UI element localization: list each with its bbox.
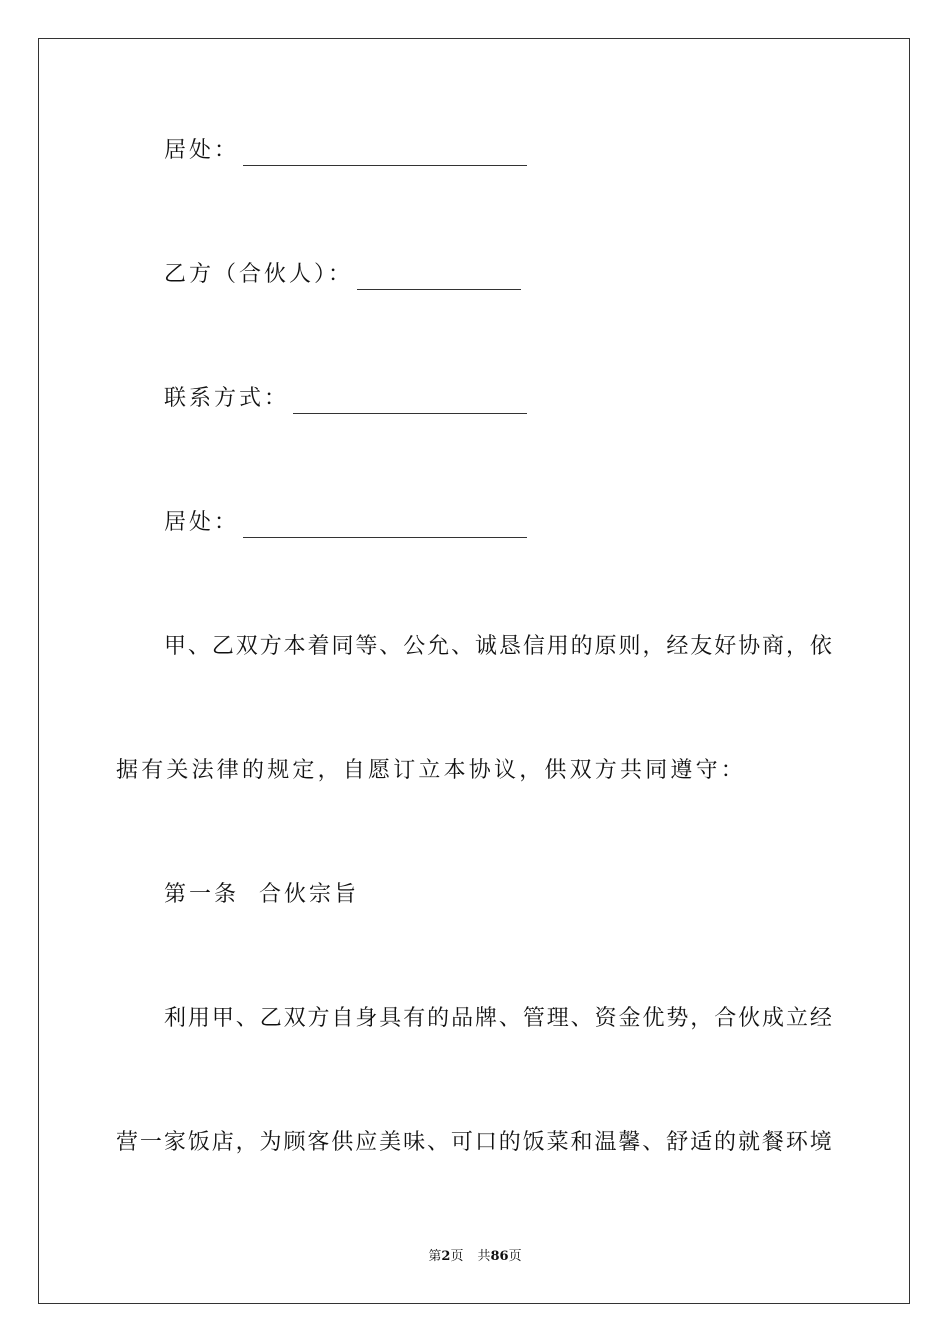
page-number: 2 (441, 1249, 451, 1264)
party-b-label: 乙方（合伙人）： (164, 262, 354, 287)
total-suffix: 页 (508, 1249, 522, 1264)
page-footer (0, 1248, 950, 1266)
party-b-field (164, 260, 521, 290)
party-a-address-field (164, 136, 527, 166)
total-prefix: 共 (477, 1249, 491, 1264)
party-a-address-blank[interactable] (243, 143, 527, 166)
article-1-line-2: 营 一 家 饭 店 ， 为 顾 客 供 应 美 味 、 可 口 的 饭 菜 和 温 馨 、 舒 适 的 就 餐 环 境 (116, 1130, 832, 1155)
party-a-address-label: 居处： (164, 138, 240, 163)
party-b-address-field (164, 508, 527, 538)
page-prefix: 第 (428, 1249, 442, 1264)
total-pages: 86 (490, 1249, 509, 1264)
party-b-address-label: 居处： (164, 510, 240, 535)
party-b-address-blank[interactable] (243, 515, 527, 538)
article-1-line-1: 利 用 甲 、 乙 双 方 自 身 具 有 的 品 牌 、 管 理 、 资 金 优 势 ， 合 伙 成 立 经 (164, 1006, 832, 1031)
party-b-blank[interactable] (357, 267, 521, 290)
intro-line-2: 据有关法律的规定，自愿订立本协议，供双方共同遵守： (116, 758, 747, 783)
page-suffix: 页 (450, 1249, 464, 1264)
intro-line-1: 甲 、 乙 双 方 本 着 同 等 、 公 允 、 诚 恳 信 用 的 原 则 ， 经 友 好 协 商 ， 依 (164, 634, 832, 659)
page-border (38, 38, 910, 1304)
contact-field (164, 384, 527, 414)
contact-blank[interactable] (293, 391, 527, 414)
article-1-title: 第一条 合伙宗旨 (164, 882, 359, 907)
contact-label: 联系方式： (164, 386, 290, 411)
